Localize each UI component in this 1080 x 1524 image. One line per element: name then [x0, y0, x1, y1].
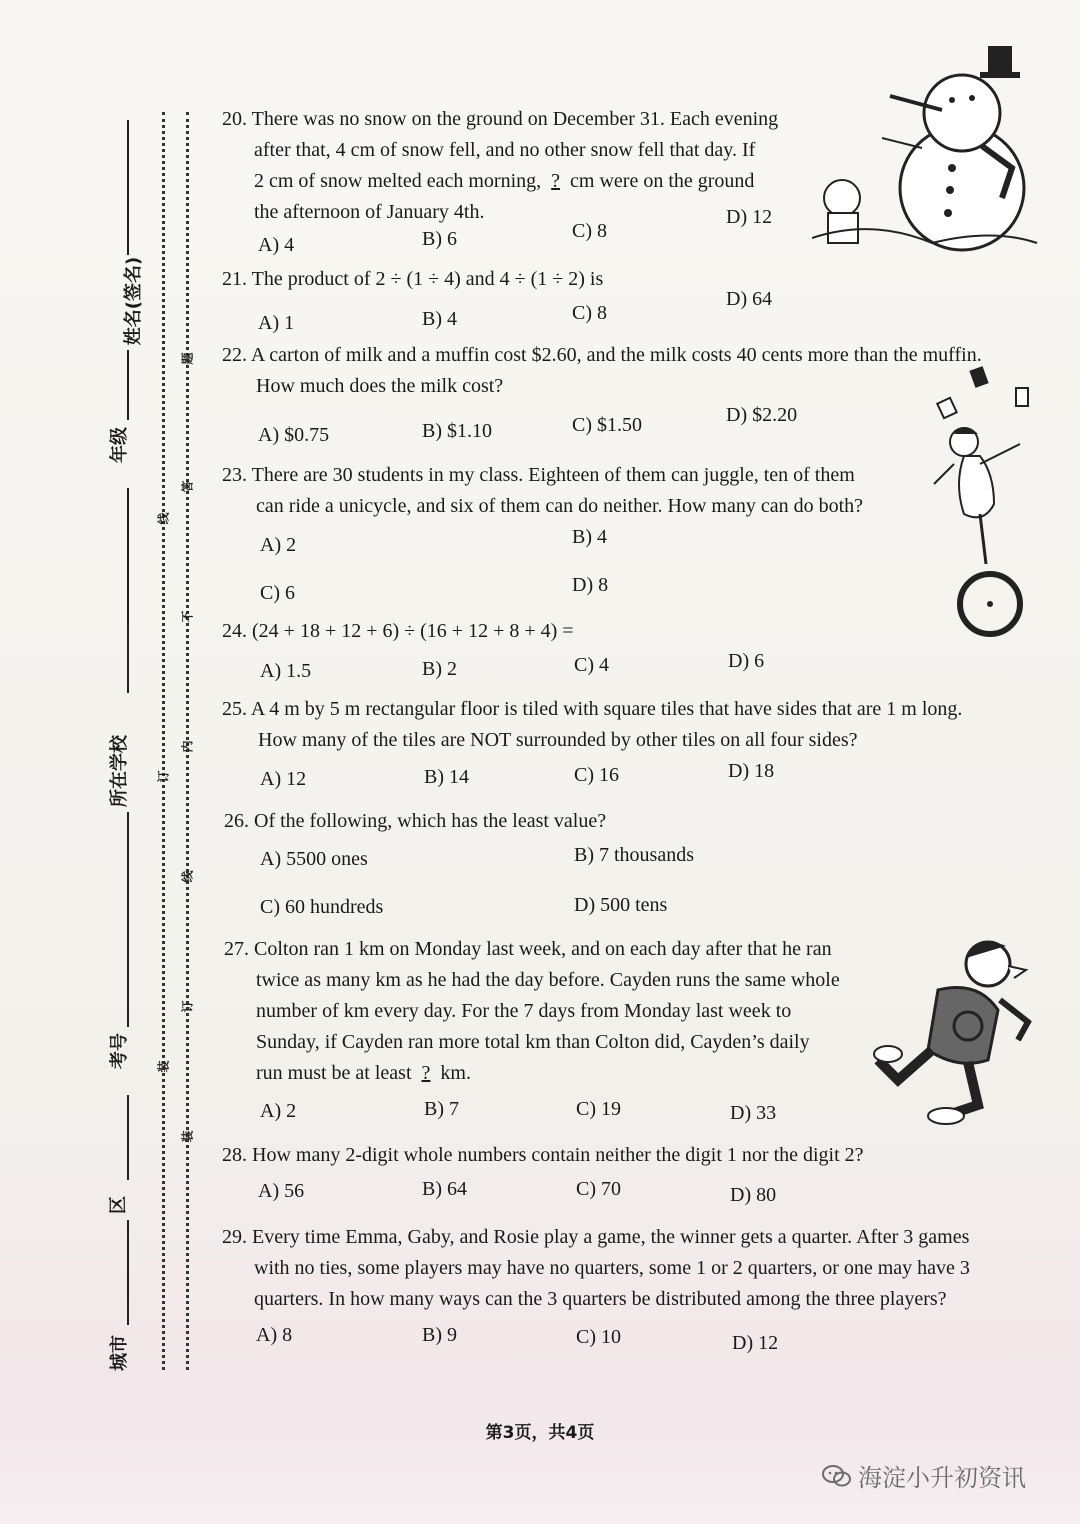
- question-line: with no ties, some players may have no quarters, some 1 or 2 quarters, or one may have 3: [254, 1257, 970, 1279]
- option-c: C) 60 hundreds: [260, 896, 384, 918]
- option-c: C) 8: [572, 220, 607, 242]
- option-a: A) 5500 ones: [260, 848, 368, 870]
- question-number: 24.: [222, 620, 247, 642]
- option-d: D) 80: [730, 1184, 777, 1206]
- question-line: There are 30 students in my class. Eighteen of them can juggle, ten of them: [251, 464, 855, 486]
- option-b: B) 6: [422, 228, 457, 250]
- option-a: A) 4: [258, 234, 295, 256]
- grade-label: 年级: [109, 427, 130, 463]
- question-number: 29.: [222, 1226, 247, 1248]
- exam-no-label: 考号: [109, 1033, 130, 1069]
- option-b: B) 2: [422, 658, 457, 680]
- option-a: A) 56: [258, 1180, 305, 1202]
- outer-mark-3: 线: [156, 512, 171, 525]
- option-a: A) 2: [260, 1100, 297, 1122]
- option-d: D) 12: [732, 1332, 779, 1354]
- option-c: C) 16: [574, 764, 619, 786]
- question-line: Colton ran 1 km on Monday last week, and on each day after that he ran: [254, 938, 832, 960]
- option-a: A) 8: [256, 1324, 293, 1346]
- question-line: There was no snow on the ground on December 31. Each evening: [251, 108, 779, 130]
- option-b: B) 4: [422, 308, 457, 330]
- option-a: A) 1.5: [260, 660, 312, 682]
- question-number: 26.: [224, 810, 249, 832]
- option-a: A) 12: [260, 768, 307, 790]
- option-b: B) $1.10: [422, 420, 492, 442]
- snowman-illustration: [812, 38, 1042, 278]
- exam-no-blank-line: [127, 812, 129, 1027]
- option-b: B) 14: [424, 766, 469, 788]
- option-d: D) $2.20: [726, 404, 798, 426]
- option-d: D) 500 tens: [574, 894, 668, 916]
- question-number: 21.: [222, 268, 247, 290]
- page-number: 第3页，共4页: [485, 1423, 595, 1443]
- option-b: B) 7 thousands: [574, 844, 694, 866]
- name-label: 姓名(签名): [123, 256, 145, 346]
- watermark-text: 海淀小升初资讯: [858, 1464, 1026, 1492]
- binding-margin: [0, 0, 210, 1524]
- city-label: 城市: [109, 1335, 130, 1371]
- question-28: [222, 1140, 982, 1171]
- option-a: A) 1: [258, 312, 295, 334]
- option-a: A) 2: [260, 534, 297, 556]
- question-number: 25.: [222, 698, 247, 720]
- question-number: 22.: [222, 344, 247, 366]
- district-label: 区: [108, 1196, 129, 1214]
- inner-mark-4: 内: [180, 740, 195, 753]
- question-line: km.: [440, 1062, 471, 1084]
- question-21: [222, 264, 922, 295]
- answer-blank: ?: [421, 1062, 431, 1084]
- question-line: Sunday, if Cayden ran more total km than Colton did, Cayden’s daily: [256, 1031, 810, 1053]
- option-c: C) 6: [260, 582, 295, 604]
- option-a: A) $0.75: [258, 424, 330, 446]
- option-c: C) 8: [572, 302, 607, 324]
- option-c: C) 4: [574, 654, 609, 676]
- question-line: How many of the tiles are NOT surrounded by other tiles on all four sides?: [258, 729, 858, 751]
- answer-blank: ?: [551, 170, 561, 192]
- inner-mark-5: 线: [180, 870, 195, 883]
- inner-mark-7: 装: [180, 1130, 195, 1143]
- question-24: [222, 616, 862, 647]
- outer-dotted-line: [162, 112, 165, 1370]
- option-d: D) 33: [730, 1102, 777, 1124]
- question-line: How many 2-digit whole numbers contain neither the digit 1 nor the digit 2?: [252, 1144, 864, 1166]
- question-line: 2 cm of snow melted each morning,: [254, 170, 542, 192]
- question-line: A 4 m by 5 m rectangular floor is tiled with square tiles that have sides that are 1 m long.: [250, 698, 963, 720]
- question-number: 27.: [224, 938, 249, 960]
- option-c: C) 10: [576, 1326, 621, 1348]
- question-line: The product of 2 ÷ (1 ÷ 4) and 4 ÷ (1 ÷ 2) is: [251, 268, 604, 290]
- option-c: C) $1.50: [572, 414, 642, 436]
- grade-blank-line-top: [127, 350, 129, 420]
- option-b: B) 9: [422, 1324, 457, 1346]
- question-line: after that, 4 cm of snow fell, and no other snow fell that day. If: [254, 139, 756, 161]
- option-d: D) 8: [572, 574, 609, 596]
- question-line: run must be at least: [256, 1062, 412, 1084]
- question-line: (24 + 18 + 12 + 6) ÷ (16 + 12 + 8 + 4) =: [252, 620, 574, 642]
- option-d: D) 18: [728, 760, 775, 782]
- outer-mark-1: 装: [156, 1060, 171, 1073]
- inner-mark-1: 答: [180, 480, 195, 493]
- question-number: 28.: [222, 1144, 247, 1166]
- city-blank-line: [127, 1220, 129, 1325]
- question-29: [222, 1222, 1062, 1315]
- question-27: [224, 934, 884, 1089]
- name-blank-line: [127, 120, 129, 255]
- question-line: Of the following, which has the least value?: [254, 810, 607, 832]
- option-d: D) 6: [728, 650, 765, 672]
- inner-mark-3: 不: [180, 610, 195, 623]
- option-c: C) 19: [576, 1098, 621, 1120]
- question-line: quarters. In how many ways can the 3 quarters be distributed among the three players?: [254, 1288, 947, 1310]
- question-line: cm were on the ground: [570, 170, 755, 192]
- juggler-unicycle-illustration: [924, 364, 1054, 644]
- option-b: B) 4: [572, 526, 607, 548]
- question-23: [222, 460, 942, 522]
- question-number: 23.: [222, 464, 247, 486]
- watermark: [822, 1458, 1026, 1493]
- option-c: C) 70: [576, 1178, 621, 1200]
- district-blank-line: [127, 1095, 129, 1180]
- option-b: B) 7: [424, 1098, 459, 1120]
- inner-mark-2: 题: [180, 352, 195, 365]
- question-line: How much does the milk cost?: [256, 375, 504, 397]
- question-line: twice as many km as he had the day before. Cayden runs the same whole: [256, 969, 840, 991]
- question-25: [222, 694, 1062, 756]
- school-blank-line: [127, 488, 129, 693]
- option-b: B) 64: [422, 1178, 467, 1200]
- question-number: 20.: [222, 108, 247, 130]
- question-line: number of km every day. For the 7 days from Monday last week to: [256, 1000, 792, 1022]
- question-line: A carton of milk and a muffin cost $2.60, and the milk costs 40 cents more than the muffin.: [250, 344, 982, 366]
- option-d: D) 64: [726, 288, 773, 310]
- inner-mark-6: 订: [180, 1000, 195, 1013]
- question-line: the afternoon of January 4th.: [254, 201, 485, 223]
- question-line: can ride a unicycle, and six of them can do neither. How many can do both?: [256, 495, 864, 517]
- question-line: Every time Emma, Gaby, and Rosie play a game, the winner gets a quarter. After 3 games: [252, 1226, 970, 1248]
- outer-mark-2: 订: [156, 770, 171, 783]
- option-d: D) 12: [726, 206, 773, 228]
- school-label: 所在学校: [109, 735, 130, 807]
- runner-illustration: [868, 930, 1044, 1130]
- question-26: [224, 806, 864, 837]
- wechat-icon: [822, 1464, 852, 1488]
